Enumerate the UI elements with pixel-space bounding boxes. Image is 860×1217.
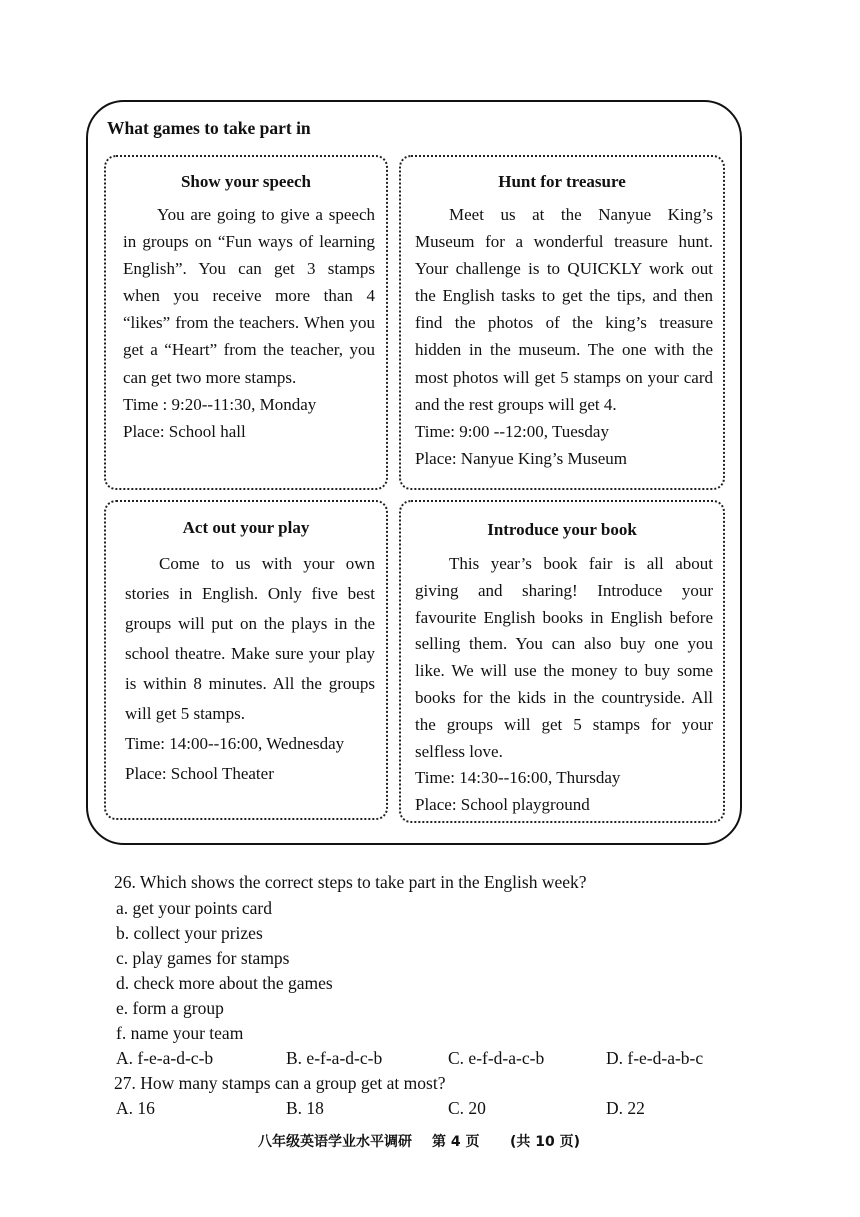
- step-item: f. name your team: [116, 1023, 244, 1043]
- card-place: Place: Nanyue King’s Museum: [415, 448, 627, 468]
- card-show-your-speech: [104, 155, 388, 490]
- footer-subject: 八年级英语学业水平调研: [258, 1134, 412, 1150]
- card-place: Place: School Theater: [125, 764, 274, 783]
- q26-choice-a: A. f-e-a-d-c-b: [116, 1048, 214, 1068]
- q27-choice-b: B. 18: [286, 1098, 324, 1118]
- card-title: Act out your play: [182, 518, 310, 537]
- card-title: Hunt for treasure: [498, 172, 626, 191]
- card-time: Time : 9:20--11:30, Monday: [123, 394, 317, 414]
- step-item: a. get your points card: [116, 898, 272, 918]
- section-title: What games to take part in: [107, 118, 311, 138]
- card-place: Place: School hall: [123, 421, 246, 441]
- card-act-out-your-play: [104, 500, 388, 820]
- q26-choice-b: B. e-f-a-d-c-b: [286, 1048, 383, 1068]
- step-item: b. collect your prizes: [116, 923, 263, 943]
- step-item: e. form a group: [116, 998, 224, 1018]
- q27-choice-a: A. 16: [116, 1098, 155, 1118]
- q27-choice-c: C. 20: [448, 1098, 486, 1118]
- card-introduce-your-book: [399, 500, 725, 823]
- q26-choice-d: D. f-e-d-a-b-c: [606, 1048, 704, 1068]
- card-time: Time: 9:00 --12:00, Tuesday: [415, 421, 609, 441]
- footer-page: 第 4 页: [432, 1134, 480, 1150]
- card-title: Introduce your book: [487, 520, 637, 539]
- question-26-stem: 26. Which shows the correct steps to take part in the English week?: [114, 872, 587, 892]
- card-body: This year’s book fair is all about giving and sharing! Introduce your favourite English books in English before selling them. You can also buy one you like. We will use the money to buy some books for the kids in the countryside. All the groups will get 5 stamps for your selfless love.: [415, 554, 713, 761]
- q26-choice-c: C. e-f-d-a-c-b: [448, 1048, 545, 1068]
- card-time: Time: 14:00--16:00, Wednesday: [125, 734, 345, 753]
- step-item: d. check more about the games: [116, 973, 333, 993]
- card-body: Come to us with your own stories in English. Only five best groups will put on the plays in the school theatre. Make sure your play is within 8 minutes. All the groups will get 5 stamps.: [125, 554, 375, 723]
- question-27-stem: 27. How many stamps can a group get at most?: [114, 1073, 446, 1093]
- card-time: Time: 14:30--16:00, Thursday: [415, 768, 621, 788]
- q27-choice-d: D. 22: [606, 1098, 645, 1118]
- card-place: Place: School playground: [415, 795, 590, 815]
- card-title: Show your speech: [180, 172, 312, 191]
- card-body: You are going to give a speech in groups on “Fun ways of learning English”. You can get 3 stamps when you receive more than 4 “likes” from the teachers. When you get a “Heart” from the teacher, you can get two more stamps.: [123, 205, 375, 387]
- card-body: Meet us at the Nanyue King’s Museum for a wonderful treasure hunt. Your challenge is to QUICKLY work out the English tasks to get the tips, and then find the photos of the king’s treasure hidden in the museum. The one with the most photos will get 5 stamps on your card and the rest groups will get 4.: [415, 205, 713, 414]
- card-hunt-for-treasure: [399, 155, 725, 490]
- footer-total: (共 10 页): [510, 1134, 581, 1150]
- step-item: c. play games for stamps: [116, 948, 290, 968]
